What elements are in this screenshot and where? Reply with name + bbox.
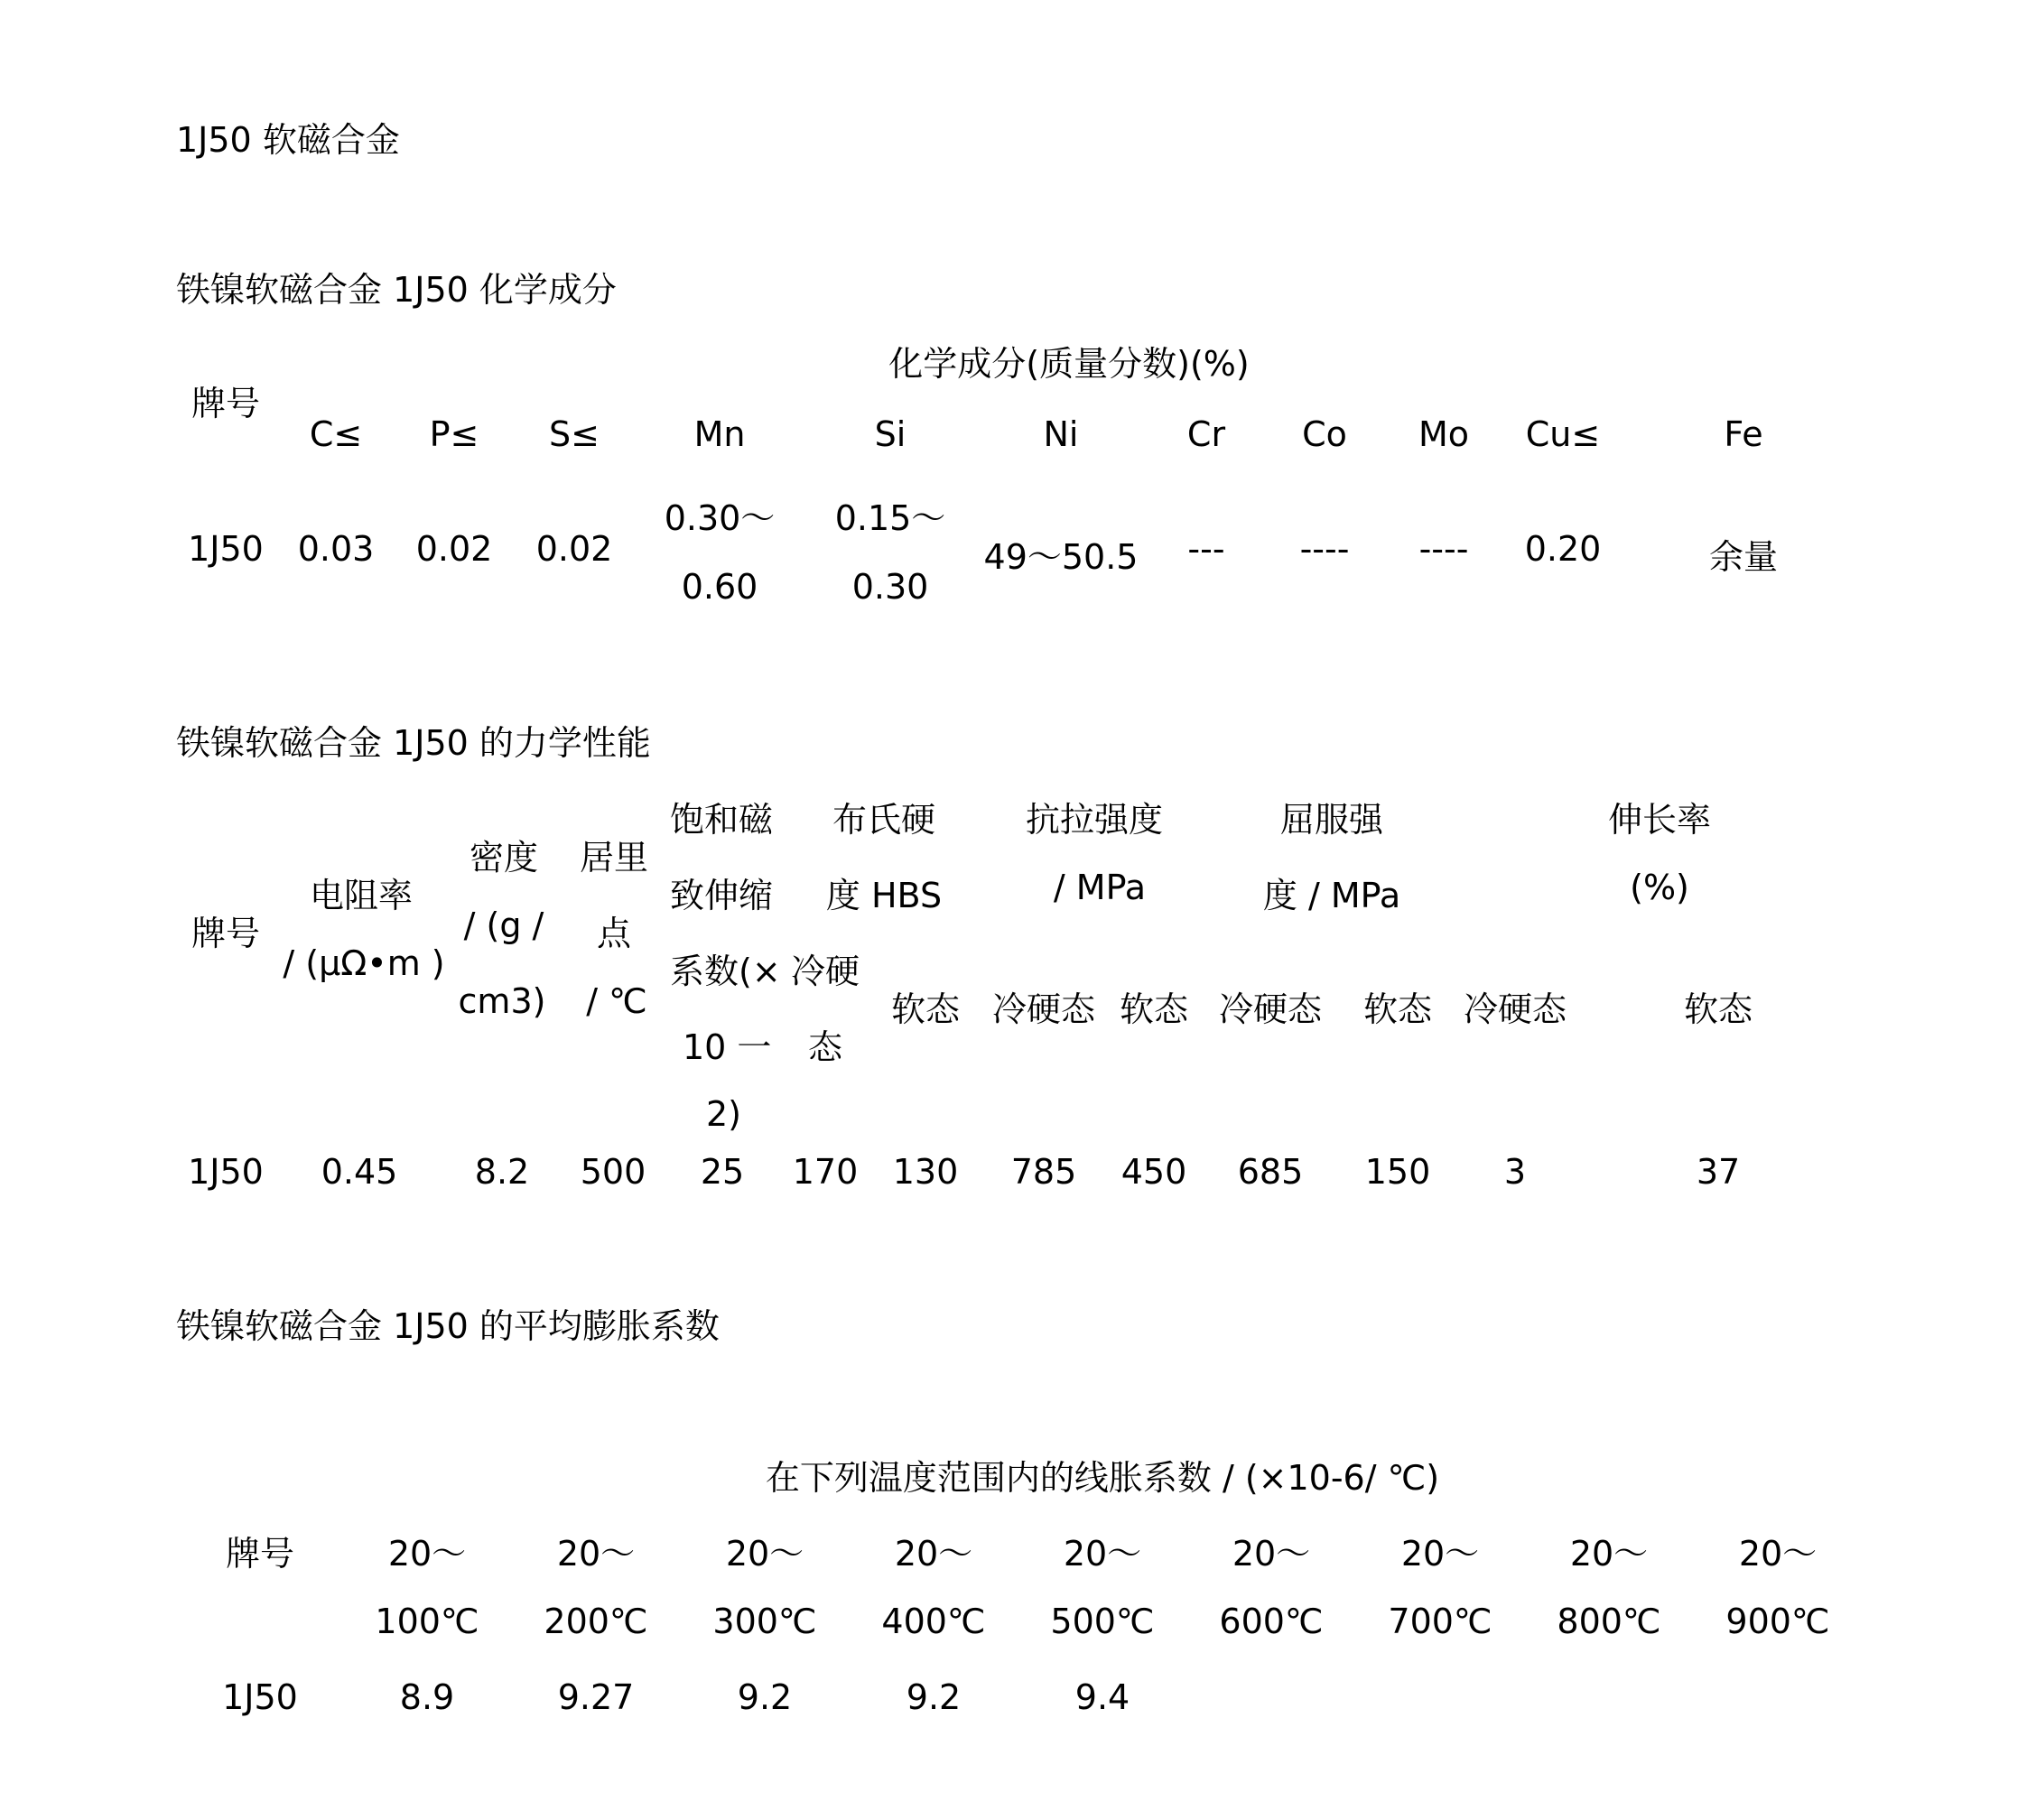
chem-row-mn-2: 0.60	[681, 567, 758, 607]
mech-density-header-1: 密度	[469, 838, 539, 878]
chem-row-p: 0.02	[415, 529, 493, 569]
chem-row-co: ----	[1299, 529, 1350, 569]
expansion-range-9a: 20～	[1738, 1534, 1818, 1574]
expansion-row-value-1: 8.9	[399, 1677, 455, 1717]
mech-hardness-cold-header-2: 态	[807, 1027, 843, 1067]
chem-col-si: Si	[874, 414, 907, 454]
mech-yield-soft-header: 软态	[1362, 989, 1433, 1029]
mech-row-elongation-cold: 3	[1503, 1152, 1527, 1192]
chem-row-cr: ---	[1187, 529, 1225, 569]
mech-tensile-header-2: / MPa	[1053, 868, 1147, 907]
mech-row-tensile-cold: 785	[1010, 1152, 1077, 1192]
expansion-row-brand: 1J50	[222, 1677, 298, 1717]
mech-hardness-header-1: 布氏硬	[832, 800, 936, 840]
section-heading-chem: 铁镍软磁合金 1J50 化学成分	[176, 270, 617, 310]
chem-col-mo: Mo	[1418, 414, 1470, 454]
mech-row-magnetostriction: 25	[700, 1152, 745, 1192]
expansion-range-1b: 100℃	[375, 1602, 479, 1641]
mech-magnetostriction-header-2: 致伸缩	[670, 876, 774, 915]
expansion-range-4b: 400℃	[881, 1602, 986, 1641]
mech-elongation-cold-header: 冷硬态	[1463, 989, 1567, 1029]
expansion-group-header: 在下列温度范围内的线胀系数 / (×10-6/ ℃)	[765, 1458, 1440, 1498]
expansion-row-value-4: 9.2	[906, 1677, 962, 1717]
section-heading-expansion: 铁镍软磁合金 1J50 的平均膨胀系数	[176, 1306, 720, 1346]
mech-tensile-soft-header: 软态	[1119, 989, 1189, 1029]
chem-row-brand: 1J50	[188, 529, 264, 569]
mech-elongation-header-1: 伸长率	[1607, 800, 1712, 840]
mech-row-elongation-soft: 37	[1696, 1152, 1741, 1192]
chem-row-c: 0.03	[297, 529, 375, 569]
expansion-range-3a: 20～	[725, 1534, 804, 1574]
mech-hardness-header-2: 度 HBS	[825, 876, 943, 915]
chem-row-mn-1: 0.30～	[664, 498, 776, 538]
expansion-range-8a: 20～	[1569, 1534, 1649, 1574]
mech-row-density: 8.2	[474, 1152, 530, 1192]
expansion-range-5b: 500℃	[1050, 1602, 1155, 1641]
mech-magnetostriction-header-5: 2)	[706, 1094, 742, 1134]
chem-row-fe: 余量	[1708, 537, 1779, 577]
mech-curie-header-2: 点	[596, 914, 632, 953]
chem-brand-header: 牌号	[191, 384, 261, 423]
mech-tensile-header-1: 抗拉强度	[1025, 800, 1164, 840]
expansion-row-value-5: 9.4	[1074, 1677, 1130, 1717]
mech-density-header-3: cm3)	[458, 981, 546, 1021]
chem-col-mn: Mn	[693, 414, 746, 454]
mech-hardness-soft-header: 软态	[890, 989, 961, 1029]
mech-hardness-cold-header-1: 冷硬	[790, 952, 860, 991]
doc-title: 1J50 软磁合金	[176, 120, 400, 160]
mech-brand-header: 牌号	[191, 914, 261, 953]
chem-col-cu: Cu≤	[1525, 414, 1601, 454]
chem-row-si-1: 0.15～	[834, 498, 946, 538]
chem-row-mo: ----	[1418, 529, 1469, 569]
mech-yield-header-2: 度 / MPa	[1262, 876, 1401, 915]
mech-row-resistivity: 0.45	[321, 1152, 398, 1192]
expansion-range-3b: 300℃	[712, 1602, 817, 1641]
expansion-range-4a: 20～	[894, 1534, 973, 1574]
mech-row-hardness-cold: 170	[792, 1152, 859, 1192]
mech-resistivity-header-1: 电阻率	[309, 876, 414, 915]
expansion-range-2b: 200℃	[544, 1602, 648, 1641]
expansion-row-value-3: 9.2	[737, 1677, 793, 1717]
chem-col-s: S≤	[549, 414, 600, 454]
expansion-brand-header: 牌号	[225, 1534, 295, 1574]
chem-col-cr: Cr	[1186, 414, 1226, 454]
chem-row-s: 0.02	[535, 529, 613, 569]
mech-curie-header-1: 居里	[579, 838, 649, 878]
mech-resistivity-header-2: / (μΩ•m )	[283, 943, 445, 983]
mech-magnetostriction-header-3: 系数(×	[670, 952, 781, 991]
mech-tensile-cold-header: 冷硬态	[991, 989, 1096, 1029]
chem-row-cu: 0.20	[1524, 529, 1602, 569]
expansion-range-9b: 900℃	[1725, 1602, 1830, 1641]
mech-row-curie: 500	[580, 1152, 646, 1192]
chem-col-c: C≤	[309, 414, 363, 454]
mech-density-header-2: / (g /	[463, 905, 544, 945]
chem-col-ni: Ni	[1043, 414, 1079, 454]
expansion-range-1a: 20～	[387, 1534, 467, 1574]
chem-col-co: Co	[1302, 414, 1347, 454]
chem-col-fe: Fe	[1724, 414, 1763, 454]
mech-row-yield-cold: 685	[1237, 1152, 1304, 1192]
mech-yield-header-1: 屈服强	[1279, 800, 1384, 840]
mech-row-yield-soft: 150	[1364, 1152, 1431, 1192]
mech-magnetostriction-header-1: 饱和磁	[670, 800, 774, 840]
expansion-range-8b: 800℃	[1557, 1602, 1661, 1641]
mech-row-hardness-soft: 130	[892, 1152, 959, 1192]
expansion-range-7a: 20～	[1400, 1534, 1480, 1574]
mech-row-tensile-soft: 450	[1120, 1152, 1187, 1192]
mech-elongation-header-2: (%)	[1630, 868, 1689, 907]
expansion-range-6b: 600℃	[1219, 1602, 1324, 1641]
chem-row-ni: 49～50.5	[983, 537, 1139, 577]
chem-row-si-2: 0.30	[851, 567, 929, 607]
expansion-range-2a: 20～	[556, 1534, 636, 1574]
chem-group-header: 化学成分(质量分数)(%)	[888, 344, 1250, 384]
expansion-range-5a: 20～	[1063, 1534, 1142, 1574]
mech-row-brand: 1J50	[188, 1152, 264, 1192]
expansion-range-6a: 20～	[1232, 1534, 1311, 1574]
chem-col-p: P≤	[429, 414, 479, 454]
section-heading-mech: 铁镍软磁合金 1J50 的力学性能	[176, 723, 651, 763]
expansion-range-7b: 700℃	[1388, 1602, 1492, 1641]
mech-curie-header-3: / ℃	[586, 981, 647, 1021]
expansion-row-value-2: 9.27	[557, 1677, 635, 1717]
mech-yield-cold-header: 冷硬态	[1218, 989, 1323, 1029]
mech-magnetostriction-header-4: 10 一	[683, 1027, 772, 1067]
mech-elongation-soft-header: 软态	[1683, 989, 1753, 1029]
